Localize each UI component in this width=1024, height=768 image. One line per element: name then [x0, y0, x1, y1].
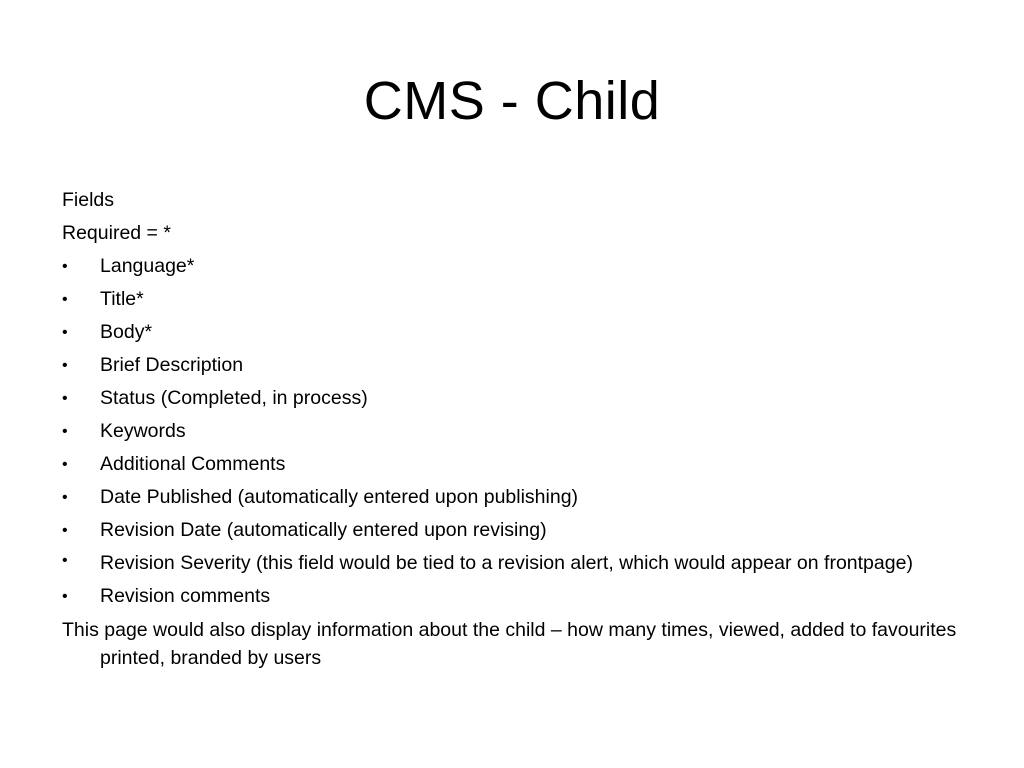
required-legend: Required = *	[62, 222, 171, 244]
list-item-text: Title*	[100, 288, 144, 310]
bullet-icon: •	[62, 423, 68, 440]
closing-note: This page would also display information about the child – how many times, viewed, added to favourites printed, branded by users	[62, 619, 957, 669]
bullet-icon: •	[62, 357, 68, 374]
list-item-text: Brief Description	[100, 354, 244, 376]
list-item-text: Date Published (automatically entered upon publishing)	[100, 486, 579, 508]
bullet-icon: •	[62, 552, 68, 569]
list-item	[62, 250, 962, 283]
list-item	[62, 547, 962, 580]
list-item	[62, 481, 962, 514]
list-item-text: Additional Comments	[100, 453, 286, 475]
bullet-icon: •	[62, 291, 68, 308]
list-item-text: Language*	[100, 255, 195, 277]
list-item-text: Revision Date (automatically entered upon revising)	[100, 519, 547, 541]
list-item	[62, 448, 962, 481]
list-item	[62, 316, 962, 349]
list-item-text: Status (Completed, in process)	[100, 387, 368, 409]
list-item-text: Body*	[100, 321, 153, 343]
bullet-icon: •	[62, 489, 68, 506]
list-item	[62, 382, 962, 415]
bullet-icon: •	[62, 456, 68, 473]
slide-body	[62, 184, 962, 672]
list-item	[62, 580, 962, 613]
bullet-icon: •	[62, 324, 68, 341]
list-item-text: Revision comments	[100, 585, 271, 607]
list-item	[62, 283, 962, 316]
bullet-icon: •	[62, 390, 68, 407]
bullet-icon: •	[62, 522, 68, 539]
list-item-text: Keywords	[100, 420, 186, 442]
field-list	[62, 250, 962, 613]
bullet-icon: •	[62, 258, 68, 275]
list-item	[62, 349, 962, 382]
fields-heading: Fields	[62, 189, 115, 211]
slide-title: CMS - Child	[363, 71, 661, 131]
bullet-icon: •	[62, 588, 68, 605]
list-item	[62, 514, 962, 547]
list-item	[62, 415, 962, 448]
list-item-text: Revision Severity (this field would be tied to a revision alert, which would appear on frontpage)	[100, 552, 913, 574]
